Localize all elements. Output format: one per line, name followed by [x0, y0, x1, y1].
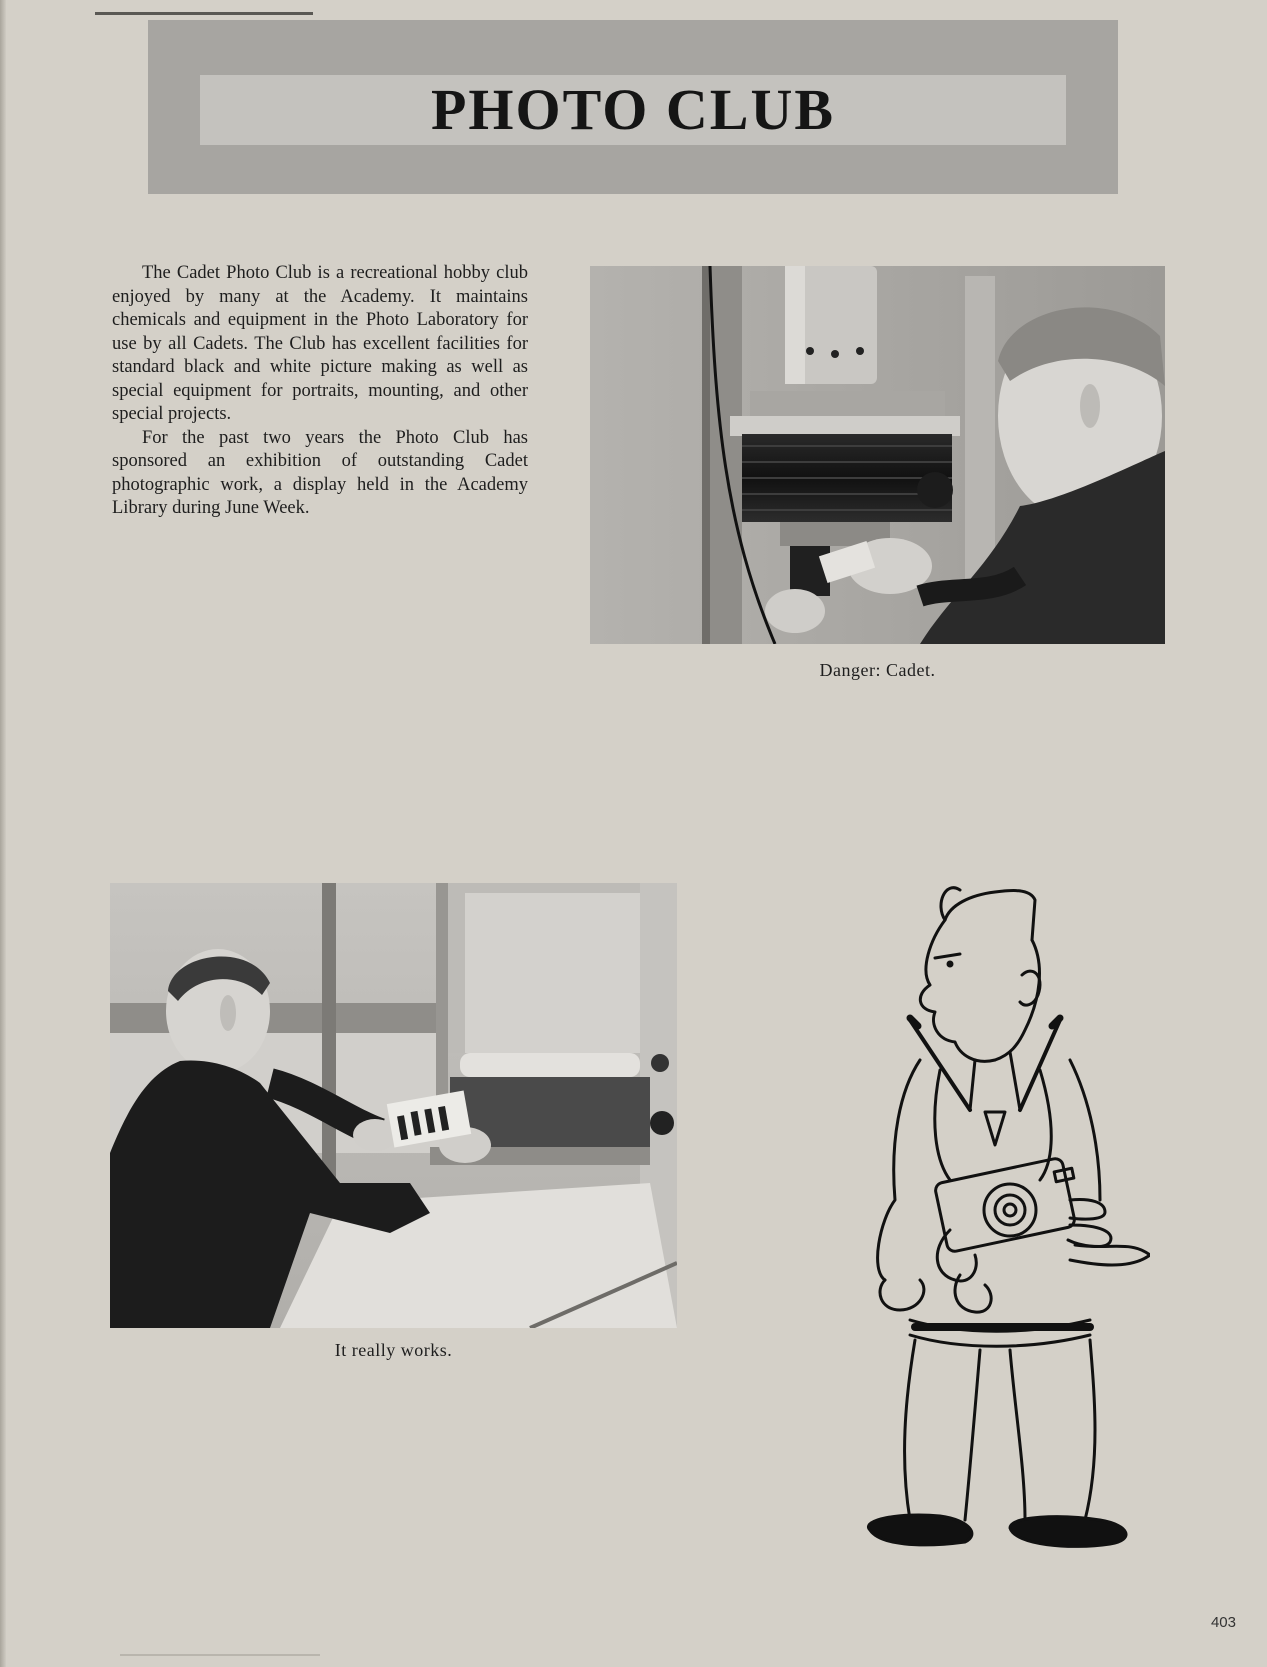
enlarger-photo [590, 266, 1165, 644]
printer-photo-caption: It really works. [334, 1340, 453, 1360]
enlarger-photo-caption: Danger: Cadet. [819, 660, 936, 680]
page-title: PHOTO CLUB [430, 77, 836, 142]
bottom-rule [120, 1654, 320, 1656]
cartoon-cadet-with-camera [770, 880, 1150, 1560]
header-panel [200, 75, 1066, 145]
page-number: 403 [1210, 1614, 1236, 1631]
page-edge [0, 0, 6, 1667]
printer-photo [110, 883, 677, 1328]
top-rule [95, 12, 313, 15]
intro-text [112, 262, 528, 521]
intro-paragraph-1: The Cadet Photo Club is a recreational hobby club enjoyed by many at the Academy. It maintains chemicals and equipment in the Photo Laboratory for use by all Cadets. The Club has excellent facilities for standard black and white picture making as well as special equipment for portraits, mounting, and other special projects. [112, 263, 528, 424]
intro-paragraph-2: For the past two years the Photo Club has sponsored an exhibition of outstanding Cadet photographic work, a display held in the Academy Library during June Week. [112, 427, 528, 518]
